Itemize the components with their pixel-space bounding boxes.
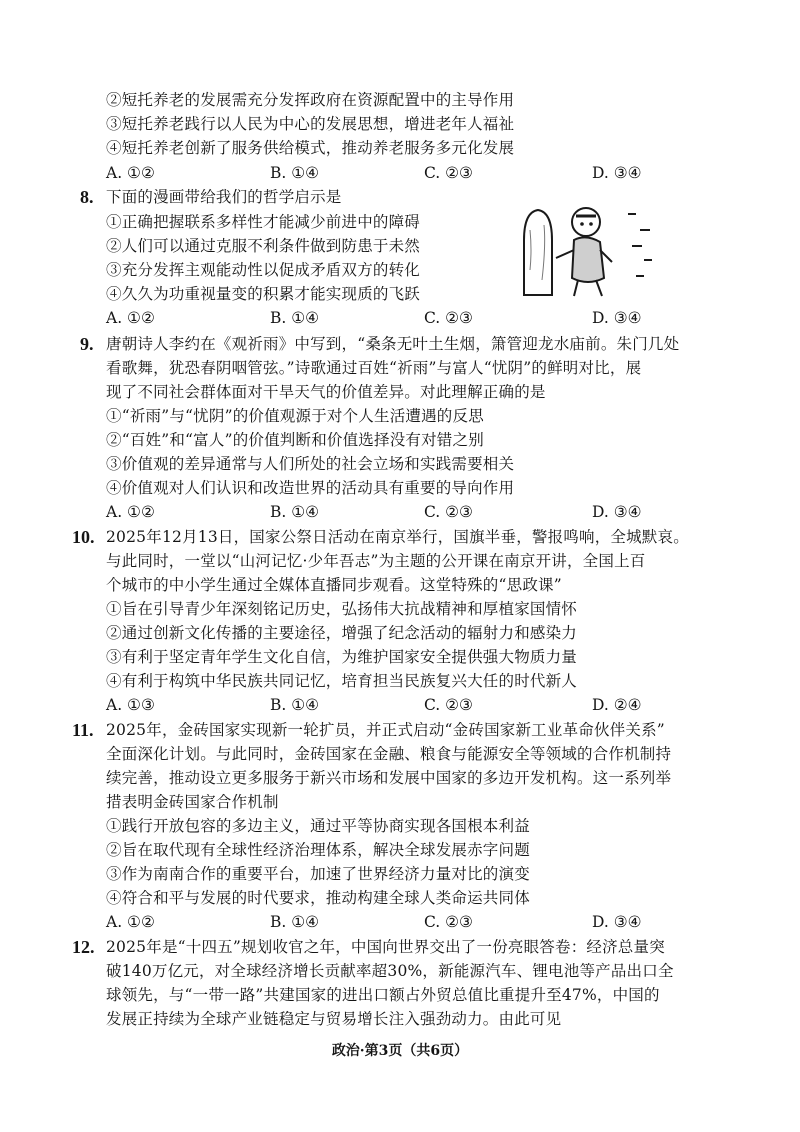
q10-option-3: ③有利于坚定青年学生文化自信，为维护国家安全提供强大物质力量: [106, 648, 578, 666]
q11-choices: [106, 911, 736, 933]
q8-option-3: ③充分发挥主观能动性以促成矛盾双方的转化: [106, 261, 421, 279]
q10-number: 10.: [72, 527, 95, 547]
q9-choice-b[interactable]: B. ①④: [270, 503, 320, 521]
q12-stem-line-1: 2025年是“十四五”规划收官之年，中国向世界交出了一份亮眼答卷：经济总量突: [106, 938, 665, 956]
q8-stem: 下面的漫画带给我们的哲学启示是: [106, 188, 342, 206]
q10-choice-d[interactable]: D. ②④: [592, 696, 642, 714]
q11-option-3: ③作为南南合作的重要平台，加速了世界经济力量对比的演变: [106, 865, 530, 883]
q8-choice-d[interactable]: D. ③④: [592, 309, 642, 327]
cartoon-illustration: [516, 200, 666, 300]
q8-choice-c[interactable]: C. ②③: [424, 309, 473, 327]
q10-option-1: ①旨在引导青少年深刻铭记历史，弘扬伟大抗战精神和厚植家国情怀: [106, 600, 578, 618]
q8-option-4: ④久久为功重视量变的积累才能实现质的飞跃: [106, 285, 421, 303]
q11-stem-line-4: 措表明金砖国家合作机制: [106, 793, 279, 811]
q11-number: 11.: [72, 720, 94, 740]
q7-option-4: ④短托养老创新了服务供给模式，推动养老服务多元化发展: [106, 139, 515, 157]
q12-number: 12.: [72, 937, 95, 957]
q10-choices: [106, 694, 736, 716]
q9-option-2: ②“百姓”和“富人”的价值判断和价值选择没有对错之别: [106, 431, 484, 449]
q10-choice-c[interactable]: C. ②③: [424, 696, 473, 714]
q11-option-4: ④符合和平与发展的时代要求，推动构建全球人类命运共同体: [106, 889, 530, 907]
q8-choice-a[interactable]: A. ①②: [106, 309, 155, 327]
q7-option-3: ③短托养老践行以人民为中心的发展思想，增进老年人福祉: [106, 115, 515, 133]
q11-stem-line-2: 全面深化计划。与此同时，金砖国家在金融、粮食与能源安全等领域的合作机制持: [106, 745, 672, 763]
page-footer: 政治·第3页（共6页）: [331, 1043, 469, 1059]
q10-choice-b[interactable]: B. ①④: [270, 696, 320, 714]
q7-choices: [106, 162, 736, 184]
q7-choice-d[interactable]: D. ③④: [592, 164, 642, 182]
q11-option-2: ②旨在取代现有全球性经济治理体系，解决全球发展赤字问题: [106, 841, 530, 859]
q8-number: 8.: [80, 187, 94, 207]
q10-stem-line-1: 2025年12月13日，国家公祭日活动在南京举行，国旗半垂，警报鸣响，全城默哀。: [106, 528, 689, 546]
q11-option-1: ①践行开放包容的多边主义，通过平等协商实现各国根本利益: [106, 817, 530, 835]
q9-option-3: ③价值观的差异通常与人们所处的社会立场和实践需要相关: [106, 455, 515, 473]
person-drilling-icon: [556, 208, 612, 296]
q11-choice-b[interactable]: B. ①④: [270, 913, 320, 931]
q9-choice-a[interactable]: A. ①②: [106, 503, 155, 521]
q9-number: 9.: [80, 334, 94, 354]
q11-choice-c[interactable]: C. ②③: [424, 913, 473, 931]
q10-stem-line-2: 与此同时，一堂以“山河记忆·少年吾志”为主题的公开课在南京开讲，全国上百: [106, 552, 646, 570]
q10-choice-a[interactable]: A. ①③: [106, 696, 155, 714]
q12-stem-line-4: 发展正持续为全球产业链稳定与贸易增长注入强劲动力。由此可见: [106, 1010, 562, 1028]
q9-stem-line-3: 现了不同社会群体面对干旱天气的价值差异。对此理解正确的是: [106, 383, 546, 401]
q8-choice-b[interactable]: B. ①④: [270, 309, 320, 327]
q10-stem-line-3: 个城市的中小学生通过全媒体直播同步观看。这堂特殊的“思政课”: [106, 576, 562, 594]
q11-choice-a[interactable]: A. ①②: [106, 913, 155, 931]
q9-stem-line-1: 唐朝诗人李约在《观祈雨》中写到，“桑条无叶土生烟，箫管迎龙水庙前。朱门几处: [106, 335, 680, 353]
q7-choice-b[interactable]: B. ①④: [270, 164, 320, 182]
q9-choice-d[interactable]: D. ③④: [592, 503, 642, 521]
q9-option-1: ①“祈雨”与“忧阴”的价值观源于对个人生活遭遇的反思: [106, 407, 484, 425]
q10-option-2: ②通过创新文化传播的主要途径，增强了纪念活动的辐射力和感染力: [106, 624, 578, 642]
q7-choice-a[interactable]: A. ①②: [106, 164, 155, 182]
q11-choice-d[interactable]: D. ③④: [592, 913, 642, 931]
q9-choice-c[interactable]: C. ②③: [424, 503, 473, 521]
q8-choices: [106, 307, 736, 329]
q9-stem-line-2: 看歌舞，犹恐春阴咽管弦。”诗歌通过百姓“祈雨”与富人“忧阴”的鲜明对比，展: [106, 359, 642, 377]
q11-stem-line-1: 2025年，金砖国家实现新一轮扩员，并正式启动“金砖国家新工业革命伙伴关系”: [106, 721, 665, 739]
q12-stem-line-2: 破140万亿元，对全球经济增长贡献率超30%，新能源汽车、锂电池等产品出口全: [106, 962, 674, 980]
q7-option-2: ②短托养老的发展需充分发挥政府在资源配置中的主导作用: [106, 91, 515, 109]
q9-option-4: ④价值观对人们认识和改造世界的活动具有重要的导向作用: [106, 479, 515, 497]
water-drop-stone-icon: [524, 210, 552, 295]
q11-stem-line-3: 续完善，推动设立更多服务于新兴市场和发展中国家的多边开发机构。这一系列举: [106, 769, 672, 787]
q12-stem-line-3: 球领先，与“一带一路”共建国家的进出口额占外贸总值比重提升至47%，中国的: [106, 986, 660, 1004]
motion-marks-icon: [628, 214, 652, 276]
q8-option-1: ①正确把握联系多样性才能减少前进中的障碍: [106, 213, 421, 231]
q7-choice-c[interactable]: C. ②③: [424, 164, 473, 182]
q9-choices: [106, 501, 736, 523]
q8-option-2: ②人们可以通过克服不利条件做到防患于未然: [106, 237, 421, 255]
q10-option-4: ④有利于构筑中华民族共同记忆，培育担当民族复兴大任的时代新人: [106, 672, 578, 690]
